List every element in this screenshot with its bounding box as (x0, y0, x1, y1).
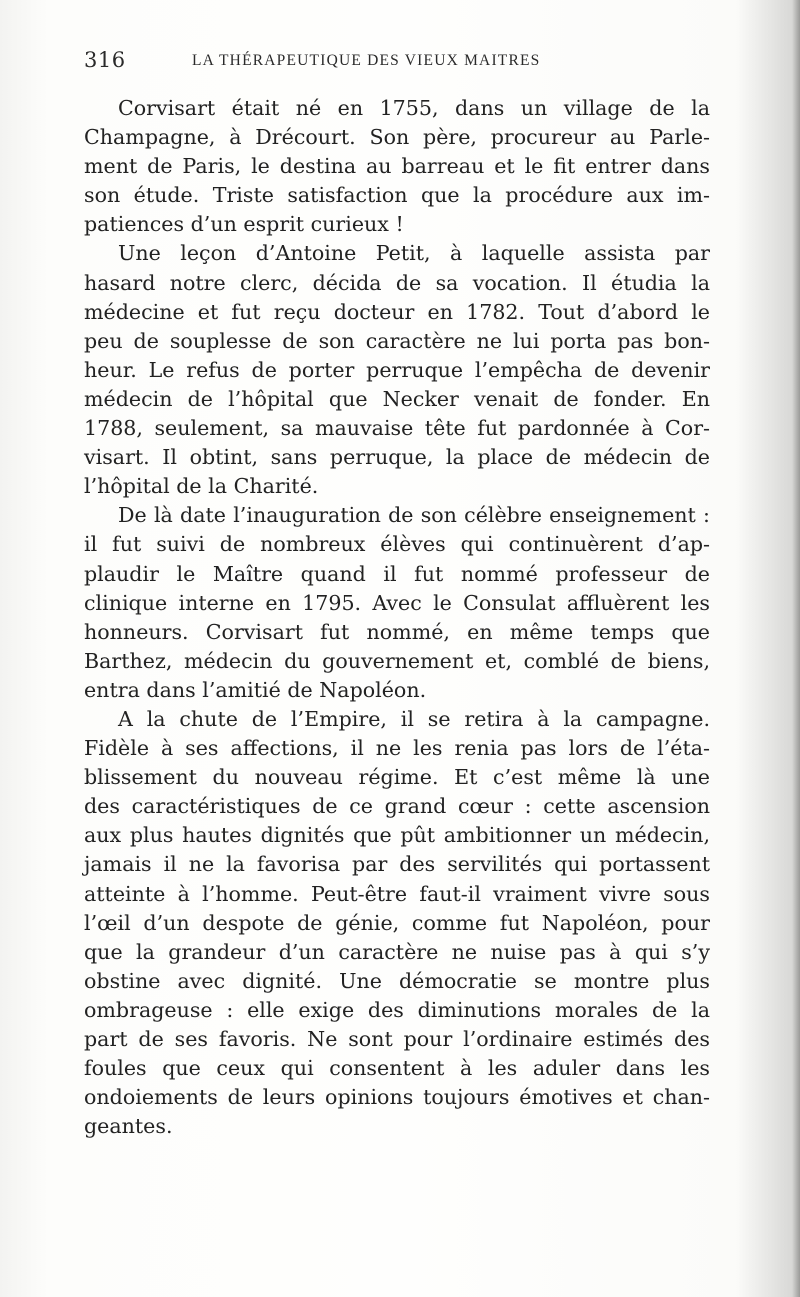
text-line: visart. Il obtint, sans perruque, la place de médecin de (84, 445, 710, 470)
text-line: aux plus hautes dignités que pût ambitionner un médecin, (84, 823, 710, 848)
text-line: entra dans l’amitié de Napoléon. (84, 677, 427, 702)
text-line: son étude. Triste satisfaction que la procédure aux im- (84, 183, 710, 208)
text-line: médecin de l’hôpital que Necker venait de fonder. En (84, 386, 710, 411)
text-line: Champagne, à Drécourt. Son père, procureur au Parle- (84, 125, 710, 150)
text-line: il fut suivi de nombreux élèves qui continuèrent d’ap- (84, 532, 710, 557)
text-line: hasard notre clerc, décida de sa vocation. Il étudia la (84, 270, 710, 295)
text-line: Corvisart était né en 1755, dans un village de la (118, 96, 710, 120)
page-number: 316 (84, 48, 126, 72)
text-line: clinique interne en 1795. Avec le Consulat affluèrent les (84, 590, 710, 615)
text-line: jamais il ne la favorisa par des servilités qui portassent (84, 852, 710, 877)
text-line: atteinte à l’homme. Peut-être faut-il vraiment vivre sous (84, 881, 710, 906)
text-line: foules que ceux qui consentent à les aduler dans les (84, 1056, 710, 1081)
text-line: 1788, seulement, sa mauvaise tête fut pardonnée à Cor- (84, 416, 710, 441)
body-text (84, 94, 710, 1141)
text-line: A la chute de l’Empire, il se retira à la campagne. (118, 706, 710, 731)
text-line: honneurs. Corvisart fut nommé, en même temps que (84, 619, 710, 644)
text-line: peu de souplesse de son caractère ne lui porta pas bon- (84, 328, 710, 353)
text-line: l’hôpital de la Charité. (84, 474, 319, 499)
running-title: LA THÉRAPEUTIQUE DES VIEUX MAITRES (192, 52, 541, 69)
text-line: De là date l’inauguration de son célèbre enseignement : (118, 503, 710, 528)
text-line: obstine avec dignité. Une démocratie se montre plus (84, 968, 710, 993)
text-line: plaudir le Maître quand il fut nommé professeur de (84, 561, 710, 586)
page-header (84, 48, 710, 74)
text-line: blissement du nouveau régime. Et c’est même là une (84, 765, 710, 790)
text-line: ment de Paris, le destina au barreau et le fit entrer dans (84, 154, 710, 179)
text-line: l’œil d’un despote de génie, comme fut Napoléon, pour (84, 910, 710, 935)
text-line: part de ses favoris. Ne sont pour l’ordinaire estimés des (84, 1027, 710, 1051)
text-line: médecine et fut reçu docteur en 1782. Tout d’abord le (84, 299, 710, 324)
text-line: Fidèle à ses affections, il ne les renia pas lors de l’éta- (84, 736, 710, 761)
text-line: ondoiements de leurs opinions toujours émotives et chan- (84, 1085, 710, 1110)
text-line: ombrageuse : elle exige des diminutions morales de la (84, 997, 710, 1022)
text-line: Barthez, médecin du gouvernement et, comblé de biens, (84, 648, 710, 673)
text-line: Une leçon d’Antoine Petit, à laquelle assista par (118, 241, 710, 266)
text-line: des caractéristiques de ce grand cœur : cette ascension (84, 794, 710, 819)
text-line: heur. Le refus de porter perruque l’empêcha de devenir (84, 357, 710, 382)
text-line: patiences d’un esprit curieux ! (84, 212, 404, 237)
text-line: geantes. (84, 1114, 173, 1139)
text-line: que la grandeur d’un caractère ne nuise pas à qui s’y (84, 939, 710, 964)
